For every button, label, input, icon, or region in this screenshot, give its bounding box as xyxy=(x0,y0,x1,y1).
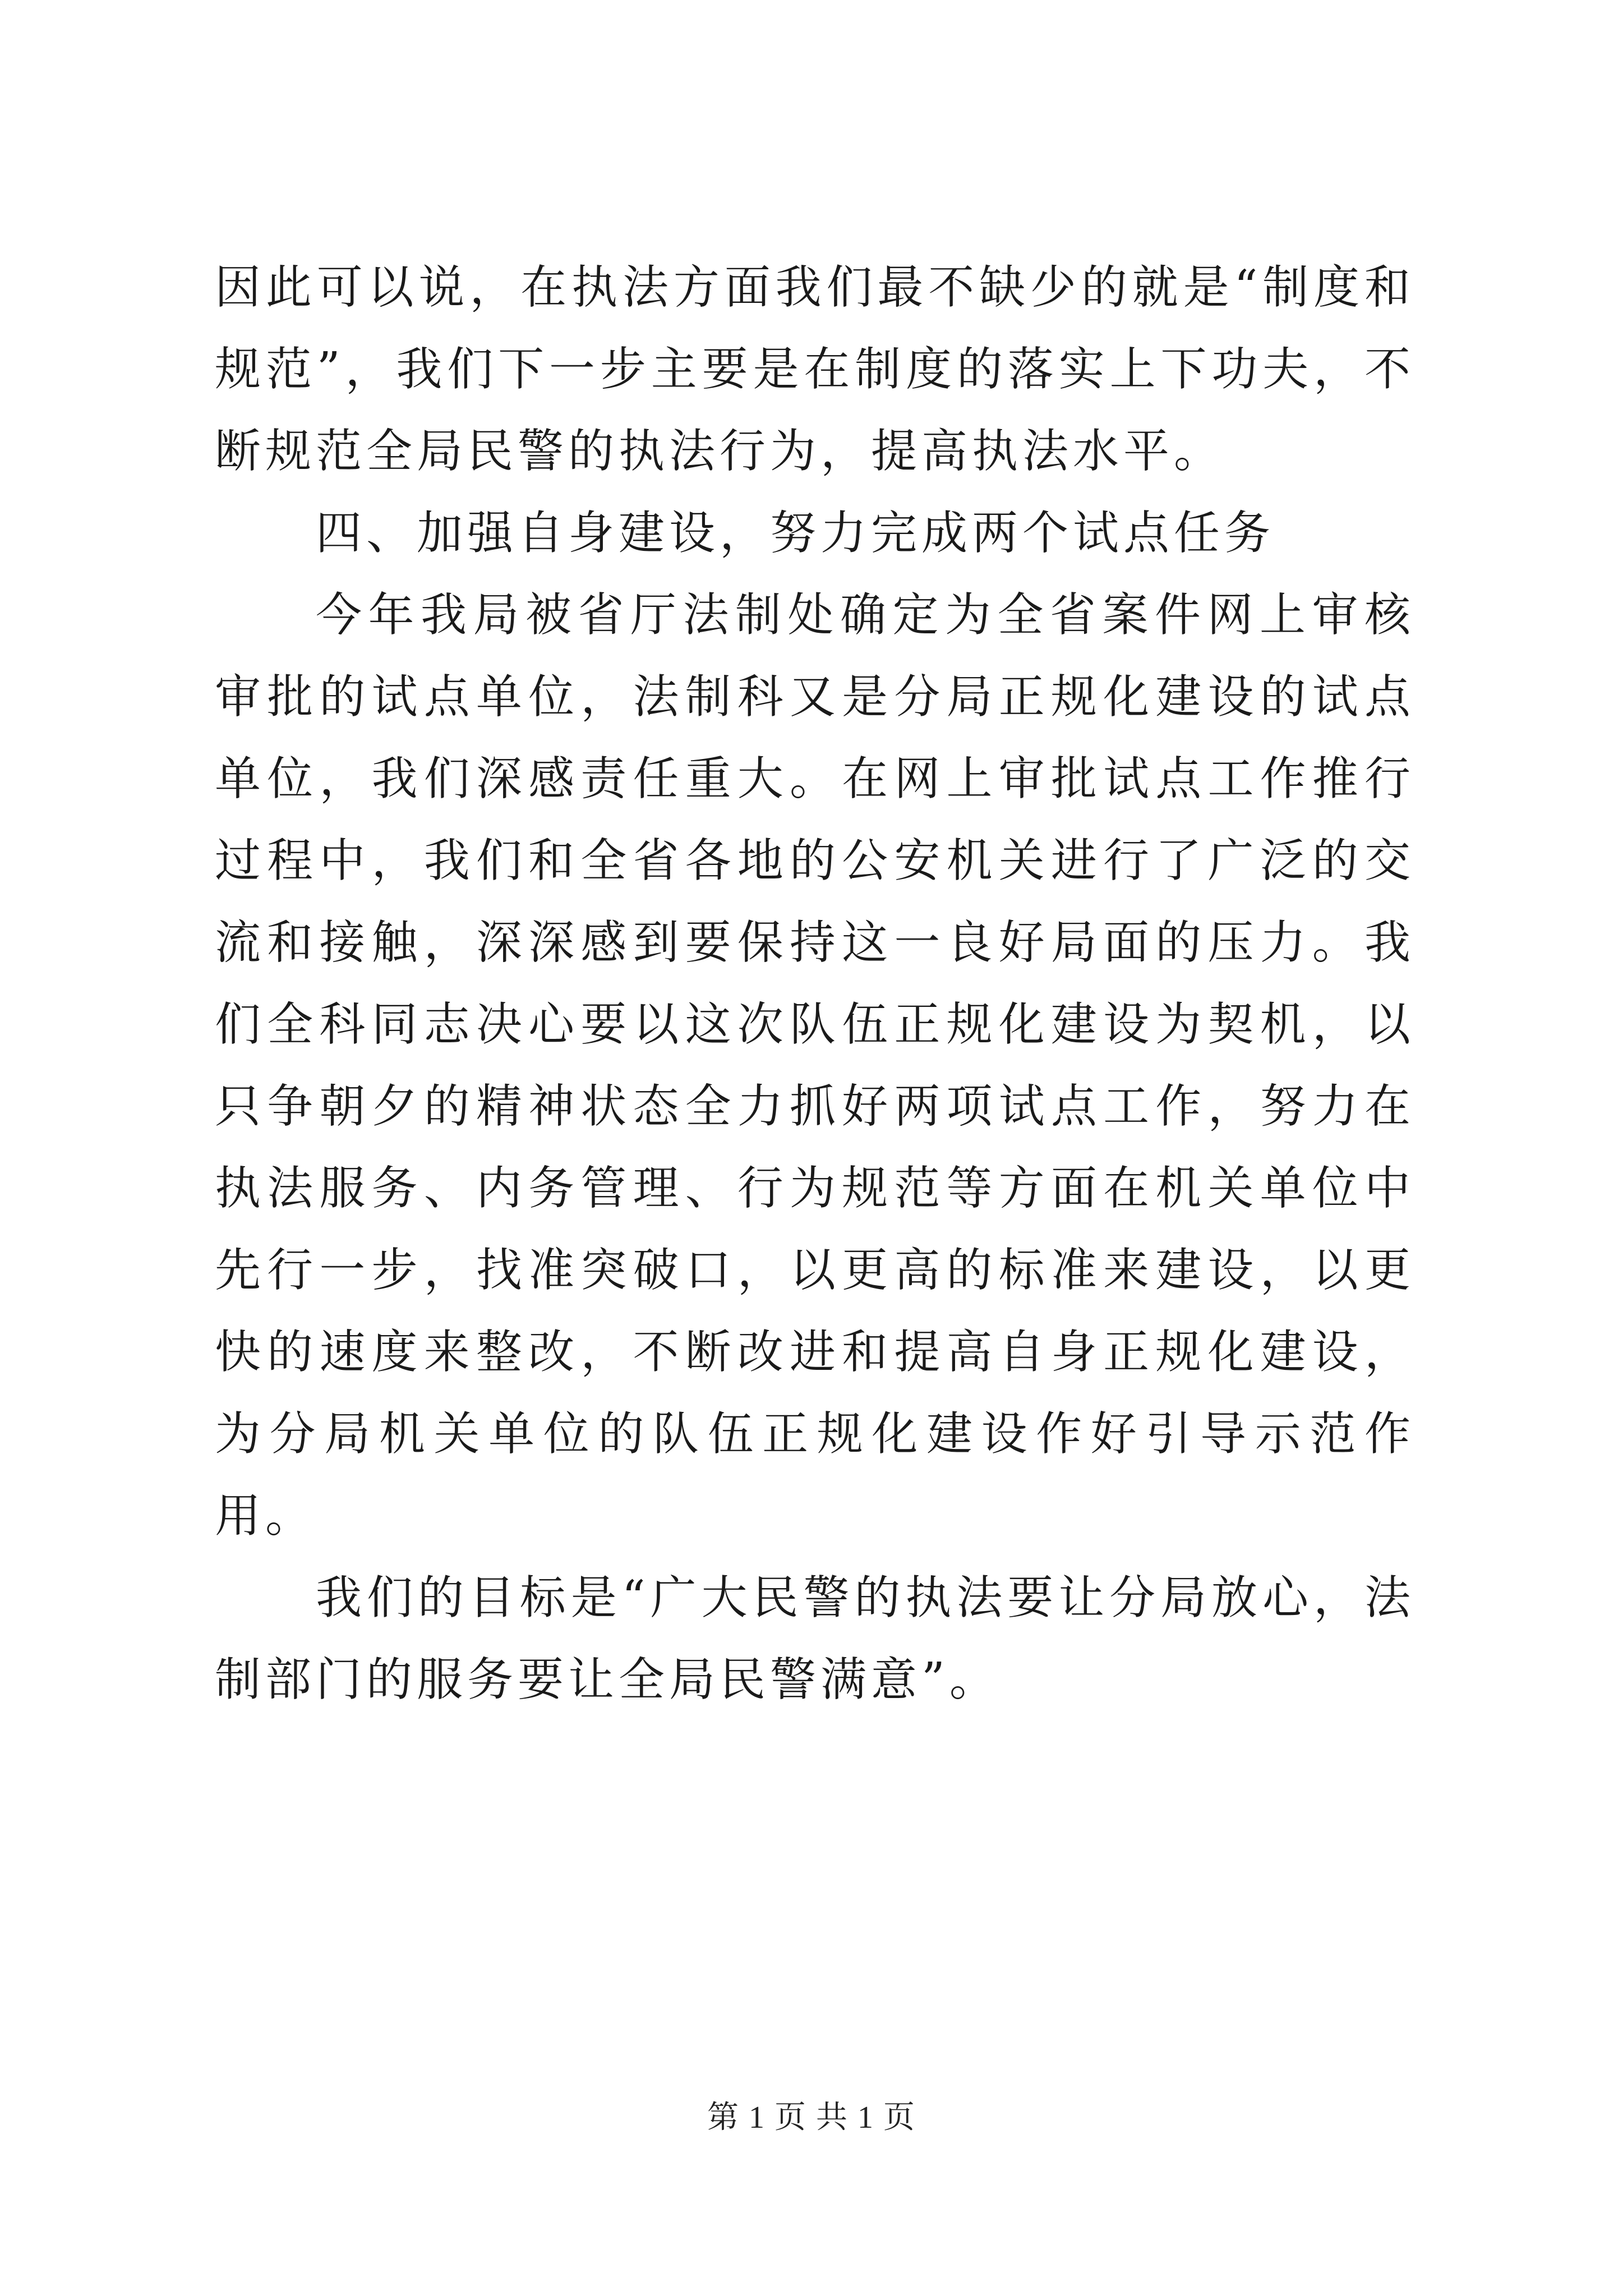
paragraph-goal: 我们的目标是“广大民警的执法要让分局放心，法制部门的服务要让全局民警满意”。 xyxy=(215,1571,1415,1706)
paragraph-intro: 因此可以说，在执法方面我们最不缺少的就是“制度和规范”，我们下一步主要是在制度的落实上下功夫，不断规范全局民警的执法行为，提高执法水平。 xyxy=(215,261,1415,478)
document-body xyxy=(215,247,1415,1721)
page-footer: 第 1 页 共 1 页 xyxy=(707,2100,916,2135)
paragraph-pilot-tasks: 今年我局被省厅法制处确定为全省案件网上审核审批的试点单位，法制科又是分局正规化建设的试点单位，我们深感责任重大。在网上审批试点工作推行过程中，我们和全省各地的公安机关进行了广泛的交流和接触，深深感到要保持这一良好局面的压力。我们全科同志决心要以这次队伍正规化建设为契机，以只争朝夕的精神状态全力抓好两项试点工作，努力在执法服务、内务管理、行为规范等方面在机关单位中先行一步，找准突破口，以更高的标准来建设，以更快的速度来整改，不断改进和提高自身正规化建设，为分局机关单位的队伍正规化建设作好引导示范作用。 xyxy=(215,588,1415,1543)
section-heading: 四、加强自身建设，努力完成两个试点任务 xyxy=(316,507,1275,560)
